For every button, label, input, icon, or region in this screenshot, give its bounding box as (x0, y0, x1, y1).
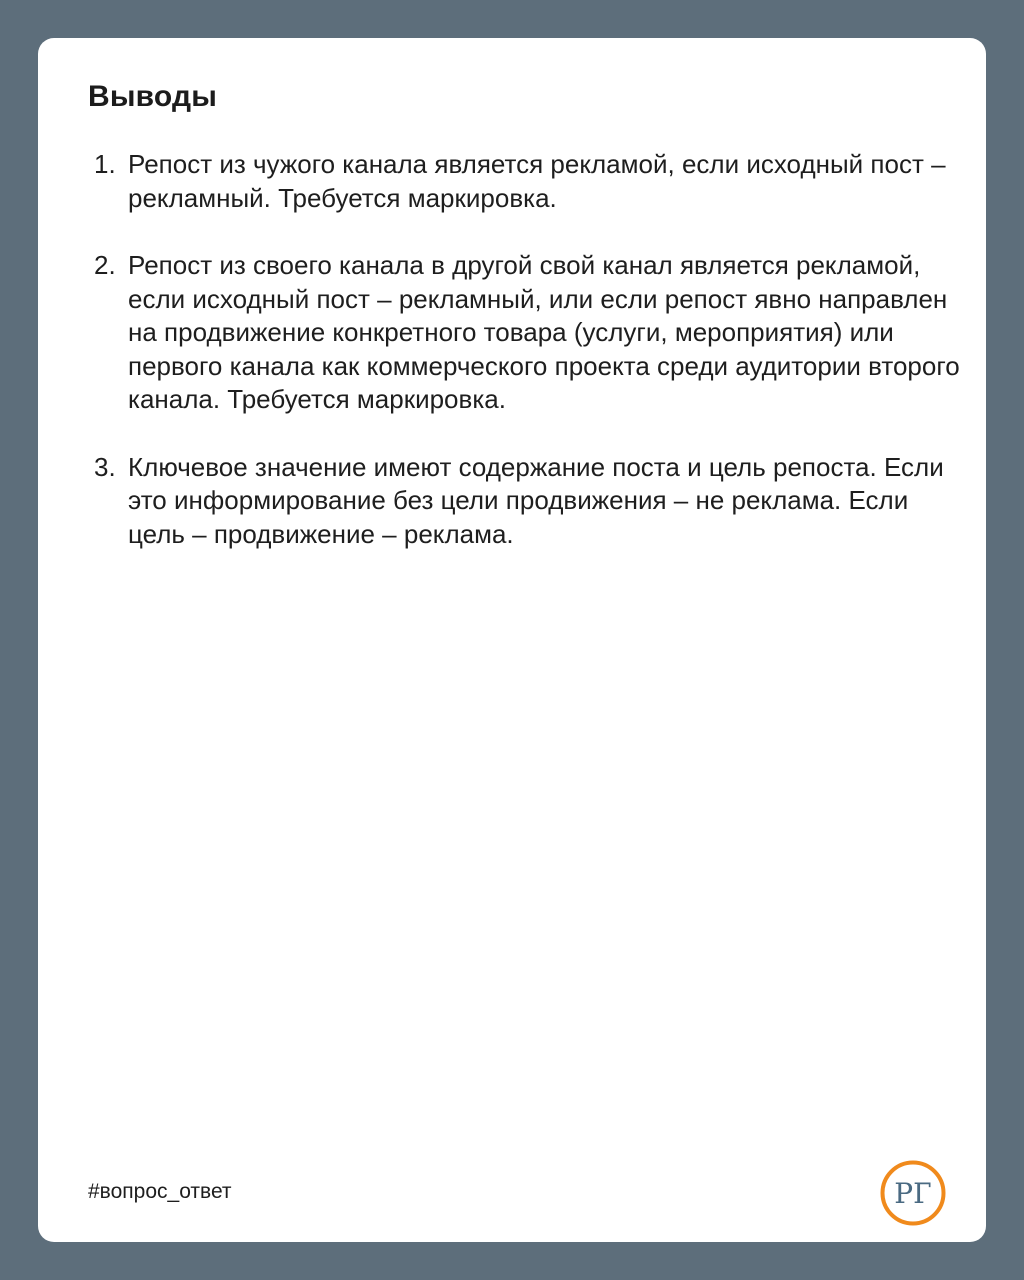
hashtag-label: #вопрос_ответ (88, 1180, 232, 1203)
list-item-text: Ключевое значение имеют содержание поста и цель репоста. Если это информирование без цели продвижения – не реклама. Если цель – продвижение – реклама. (128, 451, 944, 549)
content-card (38, 38, 986, 1242)
list-item (94, 451, 964, 552)
logo-text: РГ (894, 1177, 932, 1210)
rg-logo-icon (880, 1160, 946, 1226)
list-item-text: Репост из чужого канала является рекламой, если исходный пост – рекламный. Требуется маркировка. (128, 149, 946, 213)
page-title: Выводы (88, 80, 218, 113)
list-item (94, 249, 964, 417)
list-item-text: Репост из своего канала в другой свой канал является рекламой, если исходный пост – рекламный, или если репост явно направлен на продвижение конкретного товара (услуги, мероприятия) или первого канала как коммерческого проекта среди аудитории второго канала. Требуется маркировка. (128, 250, 960, 414)
conclusions-list (94, 148, 964, 585)
list-item (94, 148, 964, 215)
list-item-number: 3. (94, 451, 116, 482)
list-item-number: 1. (94, 149, 116, 179)
list-item-number: 2. (94, 250, 116, 280)
